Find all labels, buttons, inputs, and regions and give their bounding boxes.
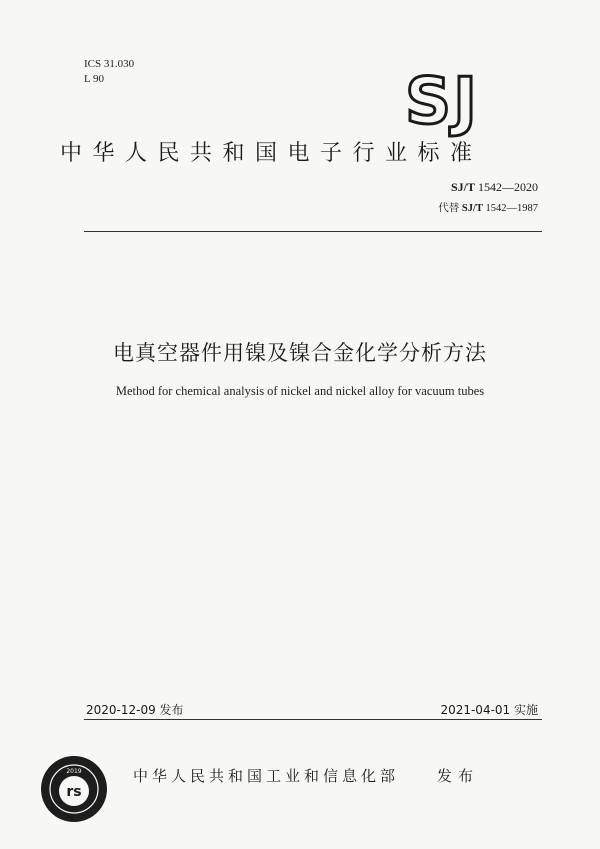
svg-text:2019: 2019 bbox=[66, 768, 82, 775]
publisher-name: 中华人民共和国工业和信息化部 bbox=[133, 767, 400, 785]
footer-divider bbox=[84, 719, 542, 720]
industry-standard-title: 中华人民共和国电子行业标准 bbox=[60, 141, 483, 166]
sj-logo: SJ bbox=[405, 65, 479, 139]
publisher-seal-icon bbox=[40, 755, 108, 823]
replaces-prefix: SJ/T bbox=[461, 203, 483, 214]
standard-number-value: 1542—2020 bbox=[478, 180, 538, 194]
ics-code: ICS 31.030 bbox=[84, 58, 135, 70]
header-divider bbox=[84, 231, 542, 232]
issue-date: 2020-12-09 发布 bbox=[86, 703, 184, 717]
category-code: L 90 bbox=[84, 73, 105, 85]
document-title-english: Method for chemical analysis of nickel and nickel alloy for vacuum tubes bbox=[115, 384, 485, 398]
replaces-number: 1542—1987 bbox=[485, 203, 538, 214]
document-title-chinese: 电真空器件用镍及镍合金化学分析方法 bbox=[113, 341, 487, 365]
svg-text:rs: rs bbox=[66, 784, 82, 800]
replaces-label: 代替 bbox=[438, 203, 460, 214]
implementation-date: 2021-04-01 实施 bbox=[440, 703, 538, 717]
standard-number bbox=[451, 180, 538, 195]
publish-label: 发布 bbox=[437, 767, 480, 785]
replaces-line bbox=[438, 200, 538, 215]
standard-number-prefix: SJ/T bbox=[450, 180, 475, 194]
